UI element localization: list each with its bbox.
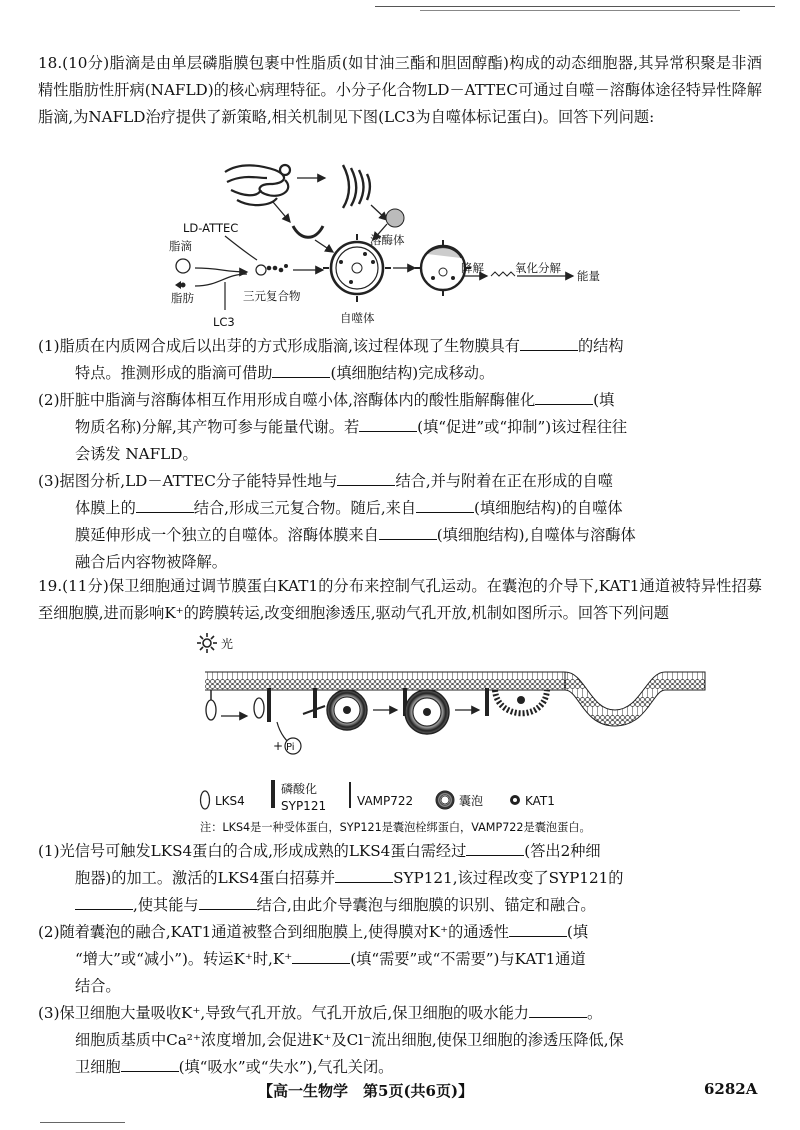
label-autophagosome: 自噬体: [340, 311, 375, 325]
header-rule-secondary: [420, 10, 740, 11]
legend-vesicle: [436, 791, 483, 809]
label-degrade: 降解: [461, 261, 484, 275]
answer-blank[interactable]: [272, 363, 330, 378]
footer-rule: [40, 1122, 125, 1123]
q18-part-3: (3)据图分析,LD－ATTEC分子能特异性地与 结合,并与附着在正在形成的自噬: [38, 472, 613, 490]
ternary-complex-icon: [256, 264, 288, 275]
docked-vesicle-icon: [403, 688, 449, 734]
label-fat: 脂肪: [171, 291, 194, 305]
svg-text:KAT1: KAT1: [525, 794, 555, 808]
golgi-icon: [343, 165, 370, 208]
answer-blank[interactable]: [466, 841, 524, 856]
answer-blank[interactable]: [535, 390, 593, 405]
label-lipid-droplet: 脂滴: [169, 239, 192, 253]
answer-blank[interactable]: [509, 922, 567, 937]
label-plus: +: [273, 739, 284, 753]
svg-text:VAMP722: VAMP722: [357, 794, 414, 808]
answer-blank[interactable]: [520, 336, 578, 351]
q19-part-3: (3)保卫细胞大量吸收K⁺,导致气孔开放。气孔开放后,保卫细胞的吸水能力 。: [38, 1004, 603, 1022]
label-pi: Pi: [286, 742, 295, 753]
label-lc3: LC3: [213, 315, 235, 329]
answer-blank[interactable]: [416, 498, 474, 513]
legend-lks4: [201, 791, 245, 809]
fusing-vesicle-icon: [485, 688, 547, 716]
answer-blank[interactable]: [292, 949, 350, 964]
q19-part-2: (2)随着囊泡的融合,KAT1通道被整合到细胞膜上,使得膜对K⁺的通透性 (填: [38, 923, 589, 941]
label-ternary-complex: 三元复合物: [243, 289, 301, 303]
figure-18-lipophagy: [165, 160, 635, 335]
label-ld-attec: LD-ATTEC: [183, 221, 239, 235]
cell-membrane: [205, 672, 705, 726]
answer-blank[interactable]: [335, 868, 393, 883]
label-oxidation: 氧化分解: [515, 261, 561, 275]
sun-icon: [197, 633, 217, 653]
figure-19-note: 注：LKS4是一种受体蛋白，SYP121是囊泡栓绑蛋白，VAMP722是囊泡蛋白。: [200, 821, 591, 834]
answer-blank[interactable]: [136, 498, 194, 513]
label-light: 光: [221, 637, 234, 651]
vesicle-icon: [327, 690, 367, 730]
answer-blank[interactable]: [121, 1057, 179, 1072]
legend-vamp722: [349, 782, 413, 808]
legend-kat1: [510, 794, 555, 808]
header-rule: [375, 6, 775, 7]
label-energy: 能量: [577, 269, 600, 283]
q18-part-1: (1)脂质在内质网合成后以出芽的方式形成脂滴,该过程体现了生物膜具有 的结构: [38, 337, 624, 355]
footer-title: 【高一生物学 第5页(共6页)】: [258, 1082, 474, 1100]
q18-part-2: (2)肝脏中脂滴与溶酶体相互作用形成自噬小体,溶酶体内的酸性脂解酶催化 (填: [38, 391, 615, 409]
lks4-receptor-icon: [206, 690, 216, 720]
answer-blank[interactable]: [75, 895, 133, 910]
fat-molecule-icon: [175, 281, 186, 289]
answer-blank[interactable]: [199, 895, 257, 910]
svg-text:磷酸化: 磷酸化: [281, 782, 318, 796]
footer-code: 6282A: [704, 1080, 758, 1098]
svg-text:囊泡: 囊泡: [459, 794, 484, 808]
svg-text:LKS4: LKS4: [215, 794, 245, 808]
answer-blank[interactable]: [359, 417, 417, 432]
lipid-droplet-icon: [176, 259, 190, 273]
phagophore-icon: [293, 226, 323, 237]
question-18-stem: 18.(10分)脂滴是由单层磷脂膜包裹中性脂质(如甘油三酯和胆固醇酯)构成的动态细胞器,其异常积聚是非酒精性脂肪性肝病(NAFLD)的核心病理特征。小分子化合物LD－ATTEC可通过自噬－溶酶体途径特异性降解脂滴,为NAFLD治疗提供了新策略,相关机制见下图(LC3为自噬体标记蛋白)。回答下列问题:: [38, 54, 762, 126]
q19-part-1: (1)光信号可触发LKS4蛋白的合成,形成成熟的LKS4蛋白需经过 (答出2种细: [38, 842, 601, 860]
question-19-parts: (1)光信号可触发LKS4蛋白的合成,形成成熟的LKS4蛋白需经过 (答出2种细 胞器)的加工。激活的LKS4蛋白招募并 SYP121,该过程改变了SYP121的 ,使其能与 结合,由此介导囊泡与细胞膜的识别、锚定和融合。 (2)随着囊泡的融合,KAT1通道被整合到细胞膜上,使得膜对K⁺的通透性 (填 “增大”或“减小”)。转运K⁺时,K⁺ (填“需要”或“不需要”)与KAT1通道 结合。 (3)保卫细胞大量吸收K⁺,导致气孔开放。气孔开放后,保卫细胞的吸水能力 。 细胞质基质中Ca²⁺浓度增加,会促进K⁺及Cl⁻流出细胞,使保卫细胞的渗透压降低,保 卫细胞 (填“吸水”或“失水”),气孔关闭。: [38, 838, 762, 1081]
question-19-stem: 19.(11分)保卫细胞通过调节膜蛋白KAT1的分布来控制气孔运动。在囊泡的介导下,KAT1通道被特异性招募至细胞膜,进而影响K⁺的跨膜转运,改变细胞渗透压,驱动气孔开放,机制如图所示。回答下列问题: [38, 577, 762, 622]
label-lysosome: 溶酶体: [370, 233, 405, 247]
question-19: [38, 573, 762, 627]
question-18: [38, 50, 762, 131]
answer-blank[interactable]: [529, 1003, 587, 1018]
legend-syp121: [271, 780, 326, 813]
fatty-acid-icon: [491, 272, 515, 276]
lysosome-icon: [386, 209, 404, 227]
svg-text:SYP121: SYP121: [281, 799, 327, 813]
er-icon: [225, 165, 290, 205]
legend: [201, 780, 555, 813]
figure-19-kat1-vesicle: [195, 630, 715, 815]
question-18-parts: (1)脂质在内质网合成后以出芽的方式形成脂滴,该过程体现了生物膜具有 的结构 特点。推测形成的脂滴可借助 (填细胞结构)完成移动。 (2)肝脏中脂滴与溶酶体相互作用形成自噬小体,溶酶体内的酸性脂解酶催化 (填 物质名称)分解,其产物可参与能量代谢。若 (填“促进”或“抑制”)该过程往往 会诱发 NAFLD。 (3)据图分析,LD－ATTEC分子能特异性地与 结合,并与附着在正在形成的自噬 体膜上的 结合,形成三元复合物。随后,来自 (填细胞结构)的自噬体 膜延伸形成一个独立的自噬体。溶酶体膜来自 (填细胞结构),自噬体与溶酶体 融合后内容物被降解。: [38, 333, 762, 576]
answer-blank[interactable]: [337, 471, 395, 486]
lks4-syp121-complex-icon: [254, 688, 271, 722]
answer-blank[interactable]: [379, 525, 437, 540]
